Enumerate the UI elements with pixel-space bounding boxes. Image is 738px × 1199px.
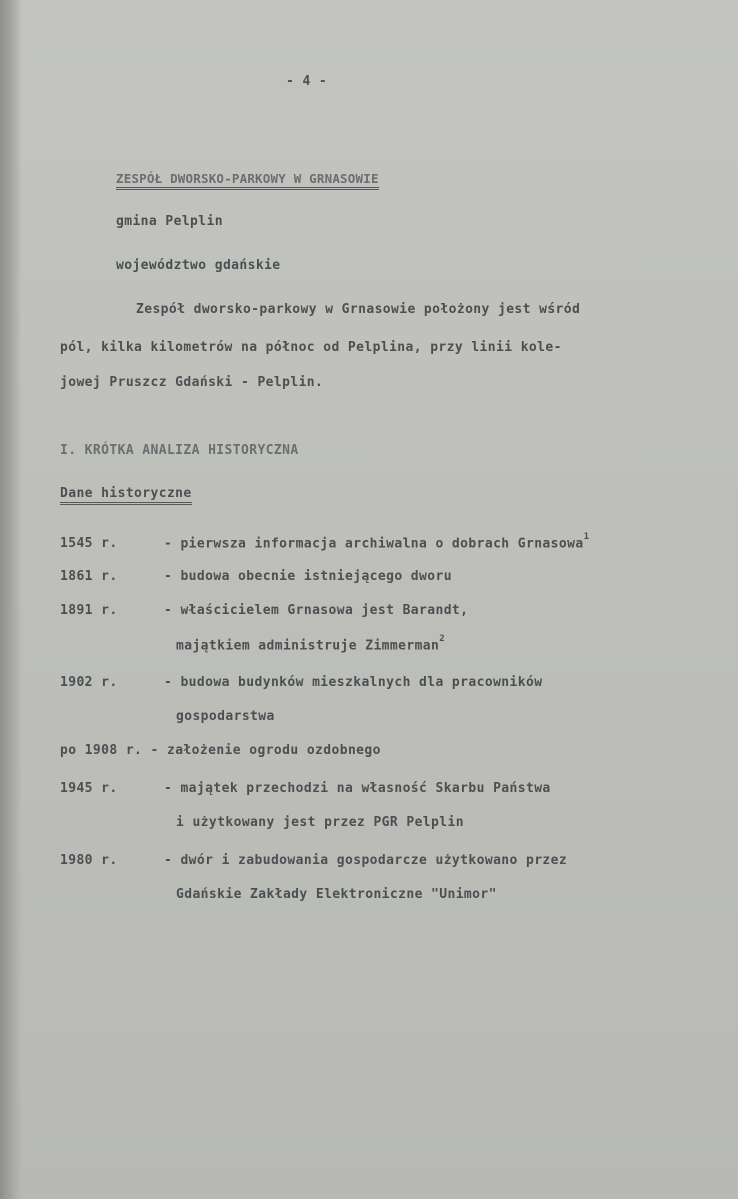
footnote-marker: 2 — [439, 634, 446, 644]
timeline-date: 1902 r. — [60, 675, 118, 690]
timeline-text: - budowa obecnie istniejącego dworu — [164, 569, 452, 584]
page-number: - 4 - — [286, 74, 328, 89]
page-binding-edge — [0, 0, 22, 1199]
timeline-row-1545 — [60, 532, 590, 552]
timeline-row-1902-cont: gospodarstwa — [176, 709, 275, 724]
timeline-date: 1861 r. — [60, 569, 118, 584]
timeline-row-1861 — [60, 569, 452, 584]
timeline-text: - założenie ogrodu ozdobnego — [150, 743, 381, 758]
timeline-date: 1891 r. — [60, 603, 118, 618]
intro-line-2: pól, kilka kilometrów na północ od Pelplina, przy linii kole- — [60, 340, 562, 355]
intro-line-1: Zespół dworsko-parkowy w Grnasowie położony jest wśród — [136, 302, 581, 317]
timeline-row-1980 — [60, 853, 567, 868]
gmina-line: gmina Pelplin — [116, 214, 223, 229]
timeline-row-1945-cont: i użytkowany jest przez PGR Pelplin — [176, 815, 464, 830]
section-heading: I. KRÓTKA ANALIZA HISTORYCZNA — [60, 443, 299, 458]
timeline-text: majątkiem administruje Zimmerman — [176, 638, 440, 654]
timeline-text: - budowa budynków mieszkalnych dla pracowników — [164, 675, 543, 690]
timeline-row-1891-cont — [176, 634, 446, 654]
timeline-row-1908 — [60, 743, 381, 758]
wojewodztwo-line: województwo gdańskie — [116, 258, 281, 273]
timeline-row-1980-cont: Gdańskie Zakłady Elektroniczne "Unimor" — [176, 887, 497, 902]
timeline-text: - majątek przechodzi na własność Skarbu Państwa — [164, 781, 551, 796]
subheading: Dane historyczne — [60, 486, 192, 501]
timeline-row-1902 — [60, 675, 542, 690]
intro-line-3: jowej Pruszcz Gdański - Pelplin. — [60, 375, 324, 390]
timeline-text: - pierwsza informacja archiwalna o dobrach Grnasowa — [164, 536, 584, 552]
timeline-date: 1980 r. — [60, 853, 118, 868]
timeline-date: 1945 r. — [60, 781, 118, 796]
timeline-date: po 1908 r. — [60, 743, 143, 758]
timeline-row-1945 — [60, 781, 551, 796]
document-title: ZESPÓŁ DWORSKO-PARKOWY W GRNASOWIE — [116, 171, 379, 186]
footnote-marker: 1 — [583, 532, 590, 542]
timeline-date: 1545 r. — [60, 536, 118, 552]
timeline-text: - właścicielem Grnasowa jest Barandt, — [164, 603, 469, 618]
timeline-row-1891 — [60, 603, 468, 618]
timeline-text: - dwór i zabudowania gospodarcze użytkowano przez — [164, 853, 568, 868]
